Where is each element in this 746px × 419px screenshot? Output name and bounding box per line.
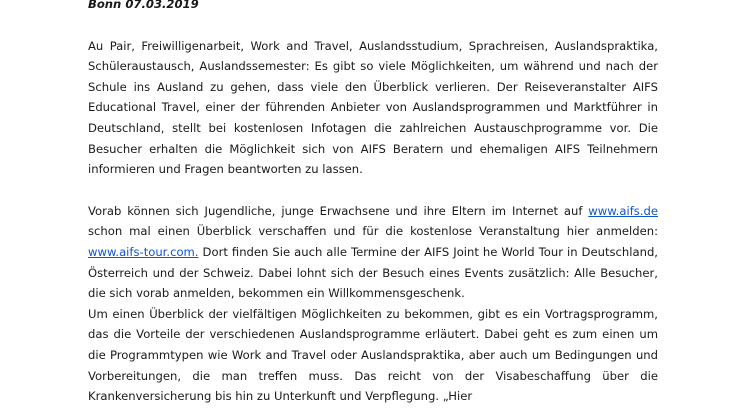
paragraph-intro: Au Pair, Freiwilligenarbeit, Work and Travel, Auslandsstudium, Sprachreisen, Auslandspraktika, Schüleraustausch, Auslandssemester: Es gibt so viele Möglichkeiten, um während und nach der Schule ins Ausland zu gehen, dass viele den Überblick verlieren. Der Reiseveranstalter AIFS Educational Travel, einer der führenden Anbieter von Auslandsprogrammen und Marktführer in Deutschland, stellt bei kostenlosen Infotagen die zahlreichen Austauschprogramme vor. Die Besucher erhalten die Möglichkeit sich von AIFS Beratern und ehemaligen AIFS Teilnehmern informieren und Fragen beantworten zu lassen. [88, 38, 658, 177]
dateline: Bonn 07.03.2019 [88, 0, 199, 11]
paragraph-lectures: Um einen Überblick der vielfältigen Möglichkeiten zu bekommen, gibt es ein Vortragsprogramm, das die Vorteile der verschiedenen Auslandsprogramme erläutert. Dabei geht es zum einen um die Programmtypen wie Work and Travel oder Auslandspraktika, aber auch um Bedingungen und Vorbereitungen, die man treffen muss. Das reicht von der Visabeschaffung über die Krankenversicherung bis hin zu Unterkunft und Verpflegung. „Hier [88, 306, 658, 404]
paragraph-website-text-2: schon mal einen Überblick verschaffen und für die kostenlose Veranstaltung hier anmelden: [88, 224, 658, 239]
aifs-tour-link[interactable]: www.aifs-tour.com. [88, 244, 199, 259]
paragraph-spacer [88, 180, 658, 201]
paragraph-website [88, 201, 658, 304]
paragraph-website-text-1: Vorab können sich Jugendliche, junge Erwachsene und ihre Eltern im Internet auf [88, 203, 589, 218]
paragraph-spacer [88, 15, 658, 36]
aifs-website-link[interactable]: www.aifs.de [588, 203, 658, 218]
press-release-body [88, 0, 658, 407]
paragraph-website-text-3: Dort finden Sie auch alle Termine der AIFS Joint he World Tour in Deutschland, Österreich und der Schweiz. Dabei lohnt sich der Besuch eines Events zusätzlich: Alle Besucher, die sich vorab anmelden, bekommen ein Willkommensgeschenk. [88, 244, 658, 301]
